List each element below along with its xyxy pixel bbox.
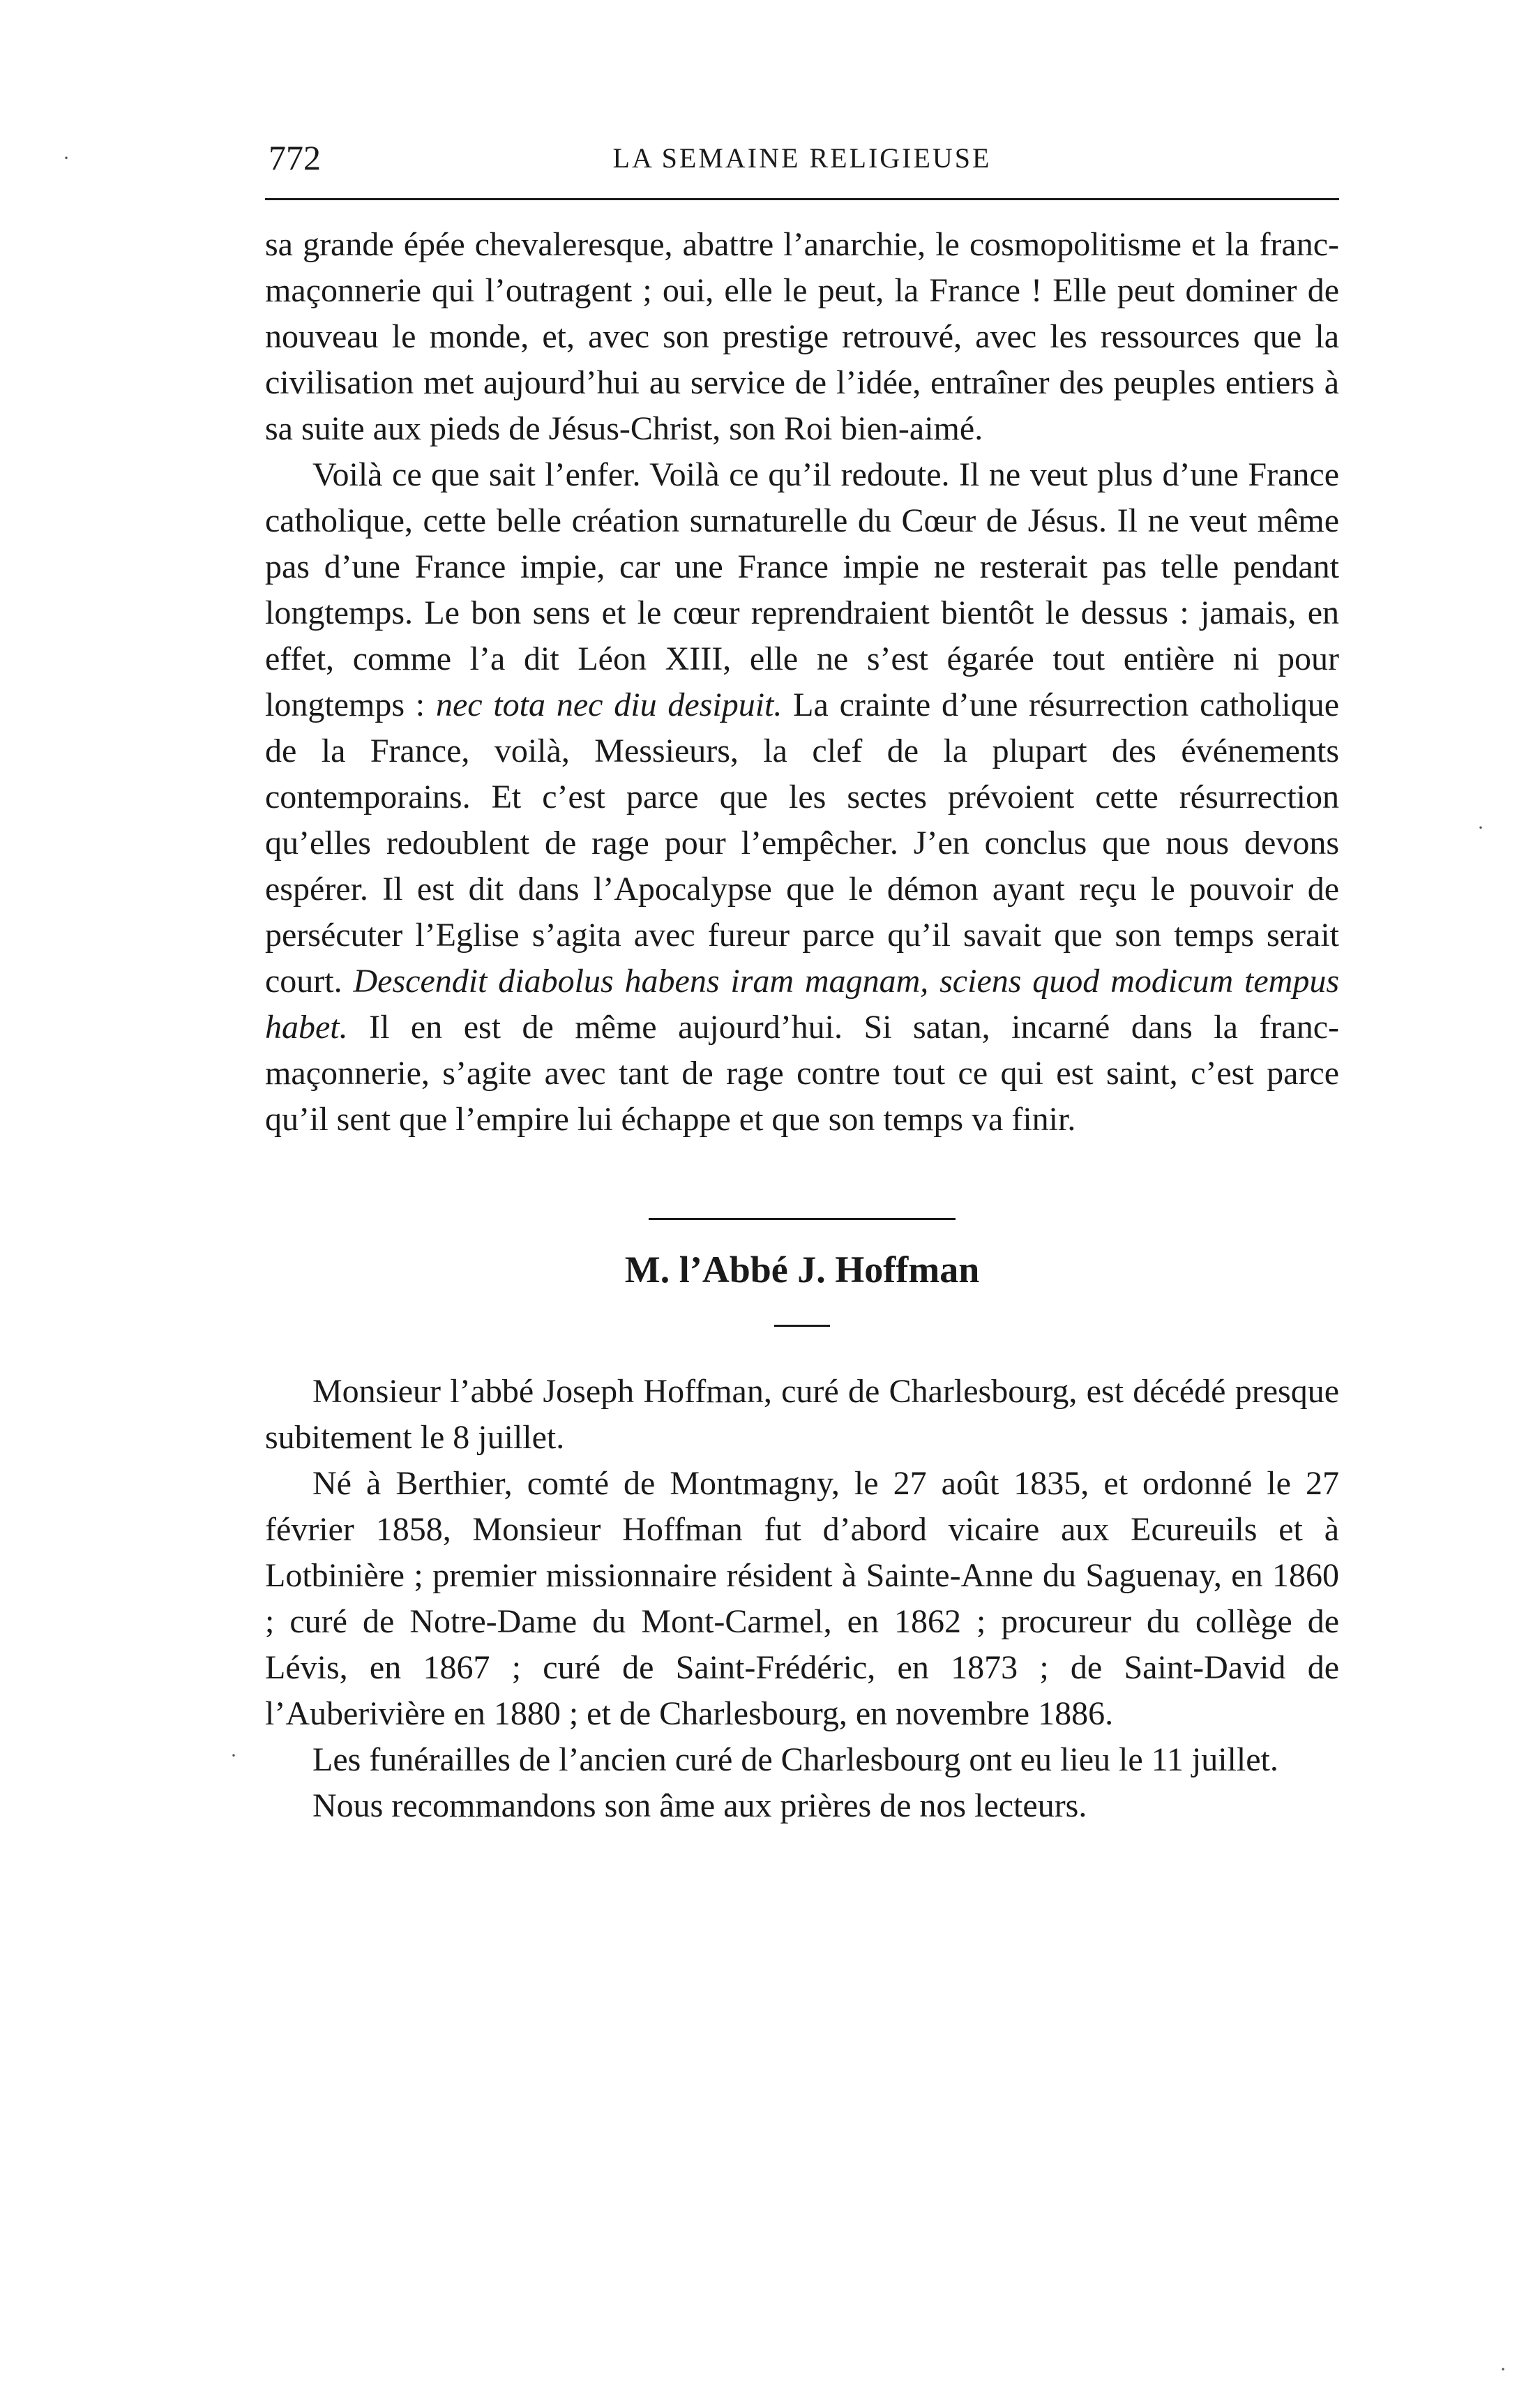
- article-paragraph-2: [265, 452, 1339, 1143]
- article-paragraph-2-text-c: Il en est de même aujourd’hui. Si satan, incarné dans la franc-maçonnerie, s’agite avec tant de rage contre tout ce qui est saint, c’est parce qu’il sent que l’empire lui échappe et que son temps va finir.: [265, 1009, 1339, 1138]
- scan-speck: ·: [1477, 816, 1484, 839]
- page-number: 772: [269, 138, 321, 177]
- obituary-paragraph-2: Né à Berthier, comté de Montmagny, le 27 août 1835, et ordonné le 27 février 1858, Monsieur Hoffman fut d’abord vicaire aux Ecureuils et à Lotbinière ; premier missionnaire résident à Sainte-Anne du Saguenay, en 1860 ; curé de Notre-Dame du Mont-Carmel, en 1862 ; procureur du collège de Lévis, en 1867 ; curé de Saint-Frédéric, en 1873 ; de Saint-David de l’Auberivière en 1880 ; et de Charlesbourg, en novembre 1886.: [265, 1465, 1339, 1732]
- scan-speck: ·: [63, 146, 70, 170]
- article-paragraph-1: sa grande épée chevaleresque, abattre l’anarchie, le cosmopolitisme et la franc-maçonnerie qui l’outragent ; oui, elle le peut, la France ! Elle peut dominer de nouveau le monde, et, avec son prestige retrouvé, avec les ressources que la civilisation met aujourd’hui au service de l’idée, entraîner des peuples entiers à sa suite aux pieds de Jésus-Christ, son Roi bien-aimé.: [265, 226, 1339, 447]
- scan-speck: ·: [1500, 2358, 1507, 2381]
- latin-quote-leo-xiii: nec tota nec diu desipuit.: [435, 686, 783, 723]
- scan-speck: ·: [230, 1744, 237, 1767]
- obituary-paragraph-3: Les funérailles de l’ancien curé de Charlesbourg ont eu lieu le 11 juillet.: [312, 1741, 1278, 1778]
- article-paragraph-2-text-a: Voilà ce que sait l’enfer. Voilà ce qu’il redoute. Il ne veut plus d’une France catholique, cette belle création surnaturelle du Cœur de Jésus. Il ne veut même pas d’une France impie, car une France impie ne resterait pas telle pendant longtemps. Le bon sens et le cœur reprendraient bientôt le dessus : jamais, en effet, comme l’a dit Léon XIII, elle ne s’est égarée tout entière ni pour longtemps :: [265, 456, 1339, 723]
- page-header: [265, 137, 1339, 186]
- obituary-paragraph-4: Nous recommandons son âme aux prières de nos lecteurs.: [312, 1787, 1087, 1824]
- header-rule: [265, 198, 1339, 200]
- latin-quote-apocalypse: Descendit diabolus habens iram magnam, sciens quod modicum tempus habet.: [265, 963, 1340, 1046]
- section-divider: [649, 1218, 956, 1220]
- obituary-section: [265, 1369, 1339, 1829]
- running-title: LA SEMAINE RELIGIEUSE: [612, 142, 992, 174]
- obituary-title: M. l’Abbé J. Hoffman: [624, 1249, 980, 1291]
- obituary-paragraph-1: Monsieur l’abbé Joseph Hoffman, curé de Charlesbourg, est décédé presque subitement le 8 juillet.: [265, 1373, 1339, 1456]
- body-text: [265, 222, 1339, 1829]
- article-paragraph-2-text-b: La crainte d’une résurrection catholique de la France, voilà, Messieurs, la clef de la plupart des événements contemporains. Et c’est parce que les sectes prévoient cette résurrection qu’elles redoublent de rage pour l’empêcher. J’en conclus que nous devons espérer. Il est dit dans l’Apocalypse que le démon ayant reçu le pouvoir de persécuter l’Eglise s’agita avec fureur parce qu’il savait que son temps serait court.: [265, 686, 1340, 1000]
- title-underline: [774, 1325, 830, 1327]
